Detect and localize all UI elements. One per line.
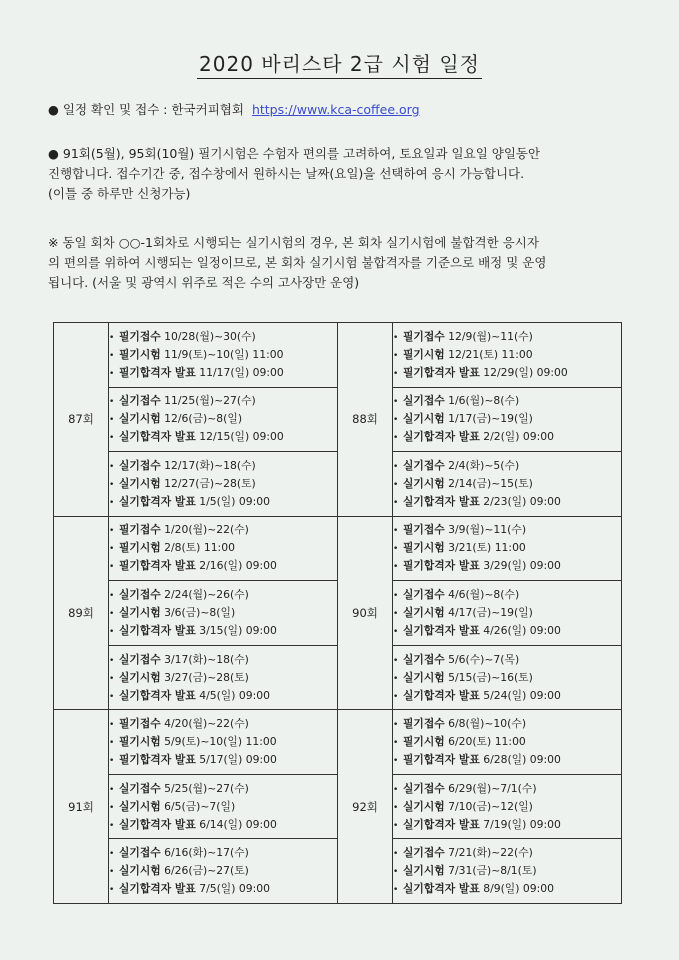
item-label: 실기접수	[403, 652, 445, 666]
item-date: 1/17(금)~19(일)	[448, 412, 533, 426]
schedule-item	[393, 428, 621, 446]
item-label: 실기접수	[403, 458, 445, 472]
bullet-icon: •	[109, 626, 115, 637]
schedule-row	[54, 516, 622, 581]
bullet-icon: •	[109, 350, 115, 361]
item-label: 실기합격자 발표	[403, 817, 480, 831]
item-date: 12/6(금)~8(일)	[164, 412, 243, 426]
item-label: 실기접수	[119, 652, 161, 666]
schedule-item	[109, 428, 337, 446]
item-date: 8/9(일) 09:00	[483, 882, 554, 896]
item-label: 실기접수	[403, 781, 445, 795]
schedule-block	[393, 387, 622, 452]
item-label: 실기시험	[403, 864, 445, 878]
item-label: 필기접수	[403, 329, 445, 343]
bullet-icon: •	[109, 479, 115, 490]
item-label: 실기합격자 발표	[119, 817, 196, 831]
bullet-icon: •	[393, 673, 399, 684]
item-date: 10/28(월)~30(수)	[164, 329, 256, 343]
bullet-icon: •	[393, 544, 399, 555]
schedule-block	[393, 323, 622, 388]
item-date: 11/17(일) 09:00	[199, 365, 284, 379]
item-label: 실기시험	[403, 412, 445, 426]
bullet-icon: •	[393, 608, 399, 619]
schedule-item	[393, 493, 621, 511]
bullet-icon: •	[393, 497, 399, 508]
schedule-block	[393, 710, 622, 775]
item-date: 11/25(월)~27(수)	[164, 394, 256, 408]
item-label: 실기시험	[403, 476, 445, 490]
bullet-icon: •	[109, 691, 115, 702]
bullet-icon: •	[393, 867, 399, 878]
bullet-icon: •	[109, 461, 115, 472]
schedule-block	[109, 645, 338, 710]
item-label: 필기시험	[119, 541, 161, 555]
schedule-item	[109, 798, 337, 816]
bullet-icon: •	[393, 802, 399, 813]
schedule-block	[393, 774, 622, 839]
schedule-item	[109, 539, 337, 557]
schedule-item	[393, 328, 621, 346]
bullet-icon: •	[109, 562, 115, 573]
bullet-icon: •	[393, 461, 399, 472]
schedule-item	[393, 604, 621, 622]
bullet-icon: •	[393, 849, 399, 860]
bullet-icon: •	[393, 562, 399, 573]
item-label: 실기접수	[403, 394, 445, 408]
item-date: 7/10(금)~12(일)	[448, 799, 533, 813]
item-label: 실기합격자 발표	[403, 430, 480, 444]
item-date: 4/26(일) 09:00	[483, 623, 561, 637]
schedule-item	[109, 364, 337, 382]
bullet-icon: •	[393, 738, 399, 749]
item-date: 5/24(일) 09:00	[483, 688, 561, 702]
item-label: 필기시험	[403, 541, 445, 555]
written-exam-notice: ● 91회(5월), 95회(10월) 필기시험은 수험자 편의를 고려하여, 토요일과 일요일 양일동안 진행합니다. 접수기간 중, 접수창에서 원하시는 날짜(요일)을 선택하여 응시 가능합니다. (이틀 중 하루만 신청가능)	[48, 146, 541, 201]
schedule-block	[109, 452, 338, 517]
schedule-item	[109, 780, 337, 798]
item-label: 필기접수	[403, 523, 445, 537]
schedule-row	[54, 323, 622, 388]
bullet-icon: •	[109, 397, 115, 408]
item-date: 2/14(금)~15(토)	[448, 476, 533, 490]
schedule-item	[393, 687, 621, 705]
item-date: 12/29(일) 09:00	[483, 365, 568, 379]
schedule-item	[109, 751, 337, 769]
schedule-item	[109, 816, 337, 834]
item-label: 실기시험	[403, 670, 445, 684]
item-date: 3/15(일) 09:00	[199, 623, 277, 637]
item-label: 실기접수	[119, 587, 161, 601]
bullet-icon: •	[393, 885, 399, 896]
round-label: 89회	[54, 516, 109, 710]
schedule-block	[109, 839, 338, 904]
schedule-item	[393, 844, 621, 862]
item-label: 실기접수	[403, 587, 445, 601]
item-label: 필기시험	[403, 347, 445, 361]
item-date: 6/16(화)~17(수)	[164, 846, 249, 860]
item-label: 필기시험	[119, 347, 161, 361]
item-date: 2/16(일) 09:00	[199, 559, 277, 573]
item-date: 2/2(일) 09:00	[483, 430, 554, 444]
item-date: 5/6(수)~7(목)	[448, 652, 520, 666]
schedule-block	[393, 516, 622, 581]
item-label: 실기합격자 발표	[403, 882, 480, 896]
bullet-icon: •	[393, 397, 399, 408]
item-date: 4/17(금)~19(일)	[448, 605, 533, 619]
schedule-item	[109, 733, 337, 751]
schedule-block	[109, 516, 338, 581]
schedule-item	[109, 687, 337, 705]
bullet-icon: •	[109, 497, 115, 508]
bullet-icon: •	[393, 350, 399, 361]
schedule-item	[393, 669, 621, 687]
schedule-block	[393, 645, 622, 710]
schedule-item	[393, 586, 621, 604]
item-label: 실기합격자 발표	[403, 623, 480, 637]
item-label: 실기시험	[119, 605, 161, 619]
item-label: 실기합격자 발표	[403, 494, 480, 508]
bullet-icon: •	[109, 368, 115, 379]
schedule-block	[393, 839, 622, 904]
schedule-item	[393, 651, 621, 669]
schedule-item	[393, 539, 621, 557]
retake-notice: ※ 동일 회차 ○○-1회차로 시행되는 실기시험의 경우, 본 회차 실기시험에 불합격한 응시자 의 편의를 위하여 시행되는 일정이므로, 본 회차 실기시험 불합격자를 기준으로 배정 및 운영 됩니다. (서울 및 광역시 위주로 적은 수의 고사장만 운영)	[48, 235, 547, 290]
bullet-icon: •	[393, 415, 399, 426]
schedule-block	[109, 581, 338, 646]
item-date: 5/17(일) 09:00	[199, 753, 277, 767]
round-label: 87회	[54, 323, 109, 517]
item-date: 3/6(금)~8(일)	[164, 605, 236, 619]
item-date: 6/14(일) 09:00	[199, 817, 277, 831]
schedule-item	[393, 733, 621, 751]
item-date: 6/28(일) 09:00	[483, 753, 561, 767]
schedule-item	[393, 715, 621, 733]
bullet-icon: •	[109, 756, 115, 767]
registration-info: ● 일정 확인 및 접수 : 한국커피협회 https://www.kca-coffee.org	[48, 102, 420, 117]
bullet-icon: •	[109, 885, 115, 896]
schedule-item	[393, 780, 621, 798]
schedule-item	[393, 862, 621, 880]
schedule-item	[109, 410, 337, 428]
item-date: 12/17(화)~18(수)	[164, 458, 256, 472]
page-title: 2020 바리스타 2급 시험 일정	[0, 48, 679, 77]
bullet-icon: •	[393, 691, 399, 702]
bullet-icon: •	[109, 738, 115, 749]
bullet-icon: •	[109, 433, 115, 444]
schedule-item	[109, 392, 337, 410]
item-date: 7/5(일) 09:00	[199, 882, 270, 896]
item-date: 12/27(금)~28(토)	[164, 476, 256, 490]
item-date: 3/29(일) 09:00	[483, 559, 561, 573]
bullet-icon: •	[109, 608, 115, 619]
item-label: 필기합격자 발표	[403, 753, 480, 767]
bullet-icon: •	[393, 626, 399, 637]
bullet-icon: •	[109, 332, 115, 343]
kca-website-link[interactable]: https://www.kca-coffee.org	[251, 102, 420, 117]
item-date: 3/17(화)~18(수)	[164, 652, 249, 666]
item-label: 실기합격자 발표	[119, 494, 196, 508]
bullet-icon: •	[109, 849, 115, 860]
item-date: 5/9(토)~10(일) 11:00	[164, 735, 277, 749]
item-label: 실기접수	[119, 846, 161, 860]
schedule-block	[109, 323, 338, 388]
round-label: 88회	[338, 323, 393, 517]
bullet-icon: •	[109, 720, 115, 731]
schedule-block	[109, 387, 338, 452]
schedule-item	[109, 557, 337, 575]
item-label: 실기시험	[119, 799, 161, 813]
item-date: 3/9(월)~11(수)	[448, 523, 527, 537]
schedule-block	[109, 774, 338, 839]
item-label: 필기합격자 발표	[119, 559, 196, 573]
schedule-item	[393, 880, 621, 898]
item-date: 11/9(토)~10(일) 11:00	[164, 347, 284, 361]
item-date: 4/6(월)~8(수)	[448, 587, 520, 601]
item-label: 실기시험	[403, 605, 445, 619]
bullet-icon: •	[393, 756, 399, 767]
schedule-item	[393, 364, 621, 382]
item-label: 실기시험	[119, 412, 161, 426]
bullet-icon: •	[393, 820, 399, 831]
schedule-item	[393, 622, 621, 640]
bullet-icon: •	[109, 544, 115, 555]
schedule-item	[393, 475, 621, 493]
schedule-block	[393, 581, 622, 646]
schedule-block	[109, 710, 338, 775]
item-label: 필기합격자 발표	[403, 559, 480, 573]
item-date: 12/9(월)~11(수)	[448, 329, 533, 343]
item-label: 실기접수	[403, 846, 445, 860]
item-label: 필기합격자 발표	[119, 365, 196, 379]
item-label: 실기합격자 발표	[119, 882, 196, 896]
schedule-item	[109, 669, 337, 687]
schedule-item	[109, 715, 337, 733]
item-label: 필기합격자 발표	[403, 365, 480, 379]
item-date: 4/20(월)~22(수)	[164, 717, 249, 731]
item-date: 6/29(월)~7/1(수)	[448, 781, 537, 795]
bullet-icon: •	[393, 590, 399, 601]
schedule-item	[393, 457, 621, 475]
schedule-item	[109, 493, 337, 511]
bullet-icon: •	[393, 479, 399, 490]
item-label: 실기시험	[119, 476, 161, 490]
schedule-item	[109, 622, 337, 640]
schedule-item	[109, 521, 337, 539]
item-date: 4/5(일) 09:00	[199, 688, 270, 702]
round-label: 91회	[54, 710, 109, 904]
item-date: 3/21(토) 11:00	[448, 541, 526, 555]
bullet-icon: •	[109, 784, 115, 795]
bullet-icon: •	[393, 332, 399, 343]
schedule-item	[393, 521, 621, 539]
item-label: 필기시험	[119, 735, 161, 749]
item-label: 필기접수	[119, 329, 161, 343]
bullet-icon: •	[109, 673, 115, 684]
schedule-item	[393, 557, 621, 575]
item-date: 5/25(월)~27(수)	[164, 781, 249, 795]
item-label: 필기접수	[403, 717, 445, 731]
schedule-item	[393, 798, 621, 816]
item-date: 2/23(일) 09:00	[483, 494, 561, 508]
schedule-item	[393, 410, 621, 428]
round-label: 92회	[338, 710, 393, 904]
bullet-icon: •	[109, 802, 115, 813]
bullet-icon: •	[109, 655, 115, 666]
bullet-icon: •	[393, 526, 399, 537]
item-date: 6/26(금)~27(토)	[164, 864, 249, 878]
item-date: 12/15(일) 09:00	[199, 430, 284, 444]
bullet-icon: •	[109, 415, 115, 426]
schedule-item	[393, 816, 621, 834]
item-date: 6/5(금)~7(일)	[164, 799, 236, 813]
bullet-icon: •	[109, 820, 115, 831]
item-date: 7/31(금)~8/1(토)	[448, 864, 537, 878]
schedule-item	[393, 346, 621, 364]
schedule-item	[109, 844, 337, 862]
item-label: 실기시험	[119, 670, 161, 684]
schedule-row	[54, 710, 622, 775]
item-label: 필기접수	[119, 523, 161, 537]
item-label: 실기접수	[119, 458, 161, 472]
item-label: 필기시험	[403, 735, 445, 749]
item-label: 실기시험	[119, 864, 161, 878]
item-date: 6/8(월)~10(수)	[448, 717, 527, 731]
item-label: 실기합격자 발표	[403, 688, 480, 702]
item-label: 실기접수	[119, 394, 161, 408]
bullet-icon: •	[393, 784, 399, 795]
schedule-item	[393, 392, 621, 410]
schedule-item	[109, 328, 337, 346]
round-label: 90회	[338, 516, 393, 710]
schedule-block	[393, 452, 622, 517]
item-label: 실기시험	[403, 799, 445, 813]
item-date: 1/5(일) 09:00	[199, 494, 270, 508]
schedule-item	[393, 751, 621, 769]
item-date: 2/4(화)~5(수)	[448, 458, 520, 472]
item-date: 6/20(토) 11:00	[448, 735, 526, 749]
schedule-item	[109, 586, 337, 604]
schedule-item	[109, 862, 337, 880]
item-date: 1/20(월)~22(수)	[164, 523, 249, 537]
bullet-icon: •	[393, 720, 399, 731]
item-label: 필기접수	[119, 717, 161, 731]
exam-schedule-table	[53, 322, 622, 904]
item-date: 7/21(화)~22(수)	[448, 846, 533, 860]
schedule-item	[109, 346, 337, 364]
item-label: 필기합격자 발표	[119, 753, 196, 767]
item-date: 2/8(토) 11:00	[164, 541, 235, 555]
schedule-item	[109, 651, 337, 669]
bullet-icon: •	[109, 590, 115, 601]
schedule-item	[109, 457, 337, 475]
item-label: 실기합격자 발표	[119, 430, 196, 444]
schedule-item	[109, 880, 337, 898]
item-date: 3/27(금)~28(토)	[164, 670, 249, 684]
item-label: 실기합격자 발표	[119, 688, 196, 702]
item-date: 1/6(월)~8(수)	[448, 394, 520, 408]
item-label: 실기접수	[119, 781, 161, 795]
item-date: 5/15(금)~16(토)	[448, 670, 533, 684]
bullet-icon: •	[393, 433, 399, 444]
bullet-icon: •	[109, 526, 115, 537]
bullet-icon: •	[393, 655, 399, 666]
item-date: 2/24(월)~26(수)	[164, 587, 249, 601]
item-date: 7/19(일) 09:00	[483, 817, 561, 831]
schedule-item	[109, 475, 337, 493]
bullet-icon: •	[109, 867, 115, 878]
item-date: 12/21(토) 11:00	[448, 347, 533, 361]
bullet-icon: •	[393, 368, 399, 379]
schedule-item	[109, 604, 337, 622]
item-label: 실기합격자 발표	[119, 623, 196, 637]
